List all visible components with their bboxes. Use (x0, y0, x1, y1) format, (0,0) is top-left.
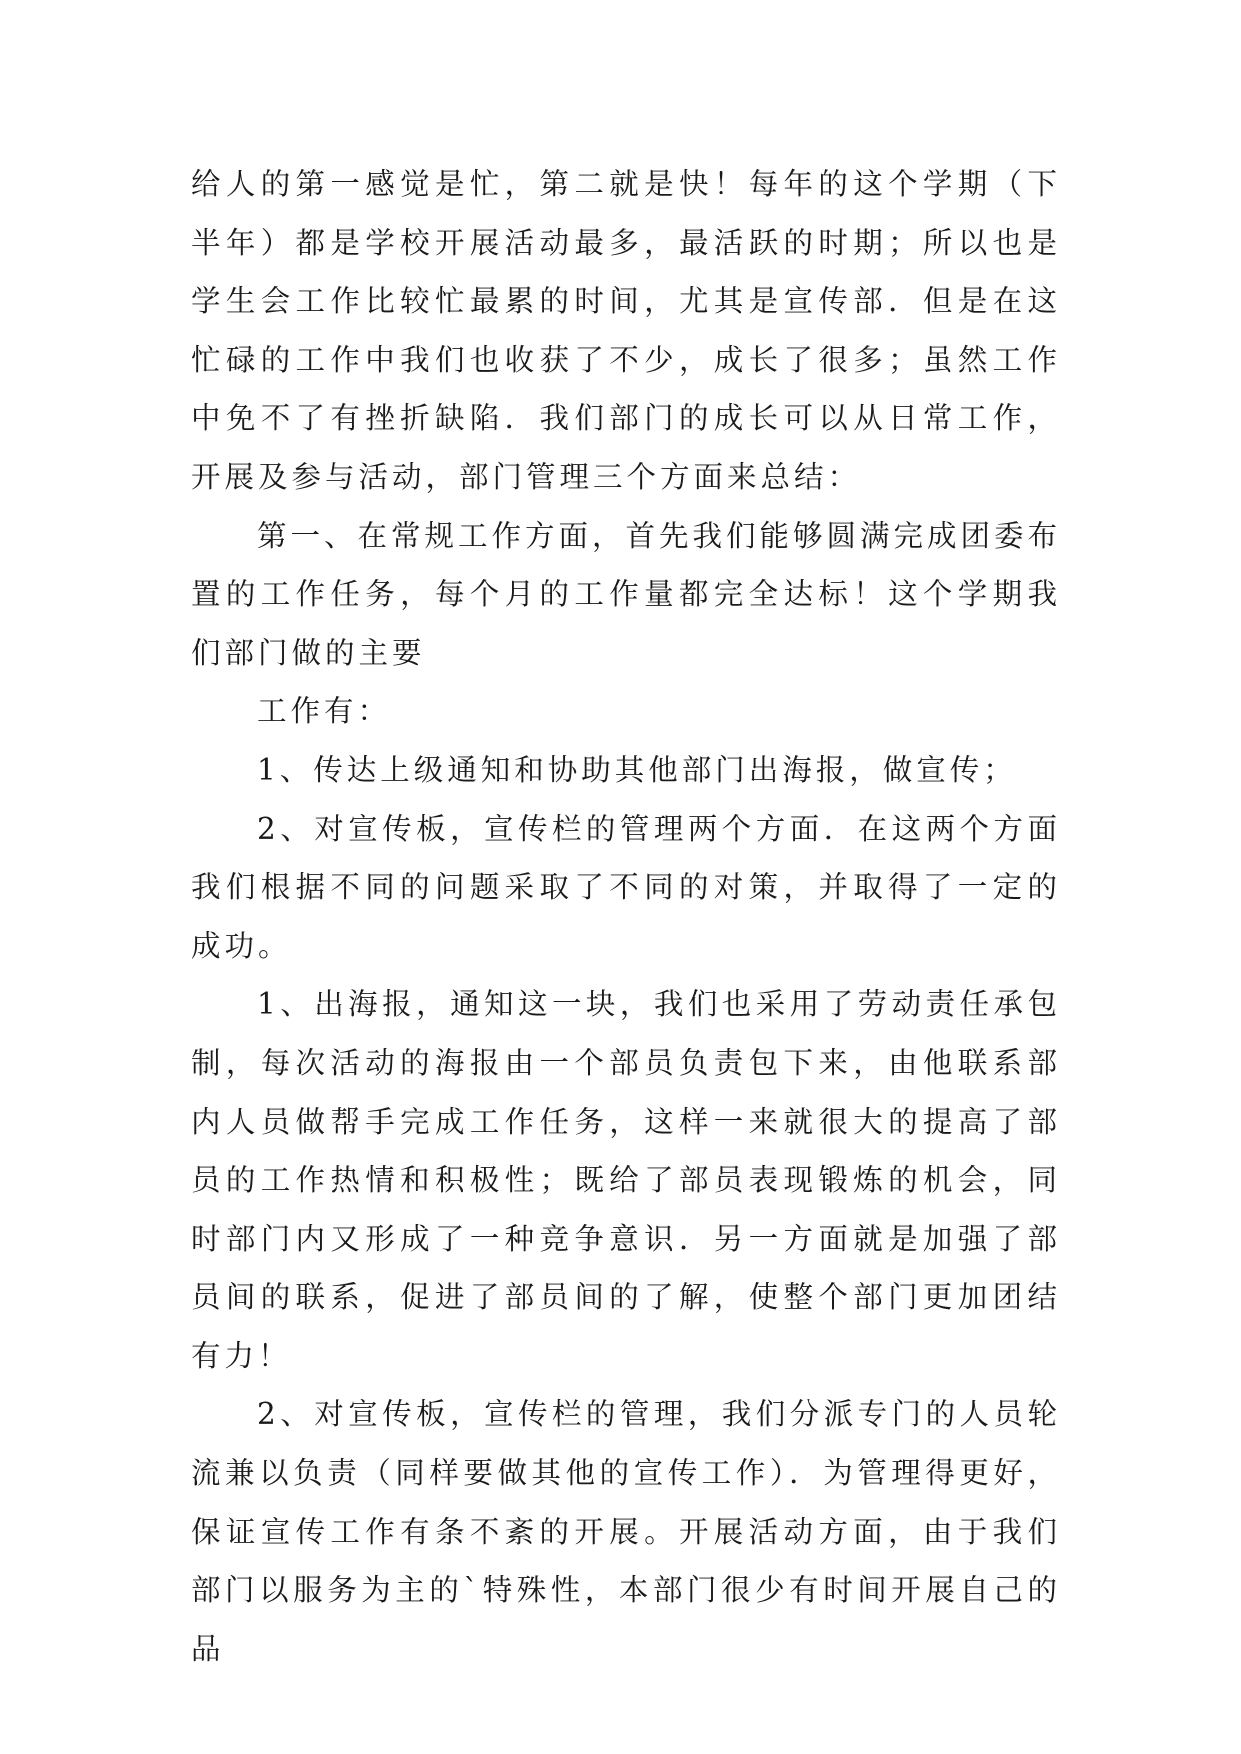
paragraph: 给人的第一感觉是忙，第二就是快！每年的这个学期（下半年）都是学校开展活动最多，最活跃的时期；所以也是学生会工作比较忙最累的时间，尤其是宣传部．但是在这忙碌的工作中我们也收获了不少，成长了很多；虽然工作中免不了有挫折缺陷．我们部门的成长可以从日常工作，开展及参与活动，部门管理三个方面来总结： (191, 167, 1061, 494)
paragraph: 2、对宣传板，宣传栏的管理两个方面．在这两个方面我们根据不同的问题采取了不同的对策，并取得了一定的成功。 (191, 811, 1061, 963)
paragraph: 工作有： (257, 694, 392, 729)
paragraph: 1、出海报，通知这一块，我们也采用了劳动责任承包制，每次活动的海报由一个部员负责包下来，由他联系部内人员做帮手完成工作任务，这样一来就很大的提高了部员的工作热情和积极性；既给了部员表现锻炼的机会，同时部门内又形成了一种竞争意识．另一方面就是加强了部员间的联系，促进了部员间的了解，使整个部门更加团结有力！ (191, 987, 1061, 1373)
paragraph: 第一、在常规工作方面，首先我们能够圆满完成团委布置的工作任务，每个月的工作量都完全达标！这个学期我们部门做的主要 (191, 518, 1062, 670)
paragraph: 1、传达上级通知和协助其他部门出海报，做宣传； (257, 752, 1017, 787)
document-body (191, 155, 1061, 1678)
paragraph: 2、对宣传板，宣传栏的管理，我们分派专门的人员轮流兼以负责（同样要做其他的宣传工作）．为管理得更好，保证宣传工作有条不紊的开展。开展活动方面，由于我们部门以服务为主的`特殊性，本部门很少有时间开展自己的品 (191, 1397, 1061, 1666)
